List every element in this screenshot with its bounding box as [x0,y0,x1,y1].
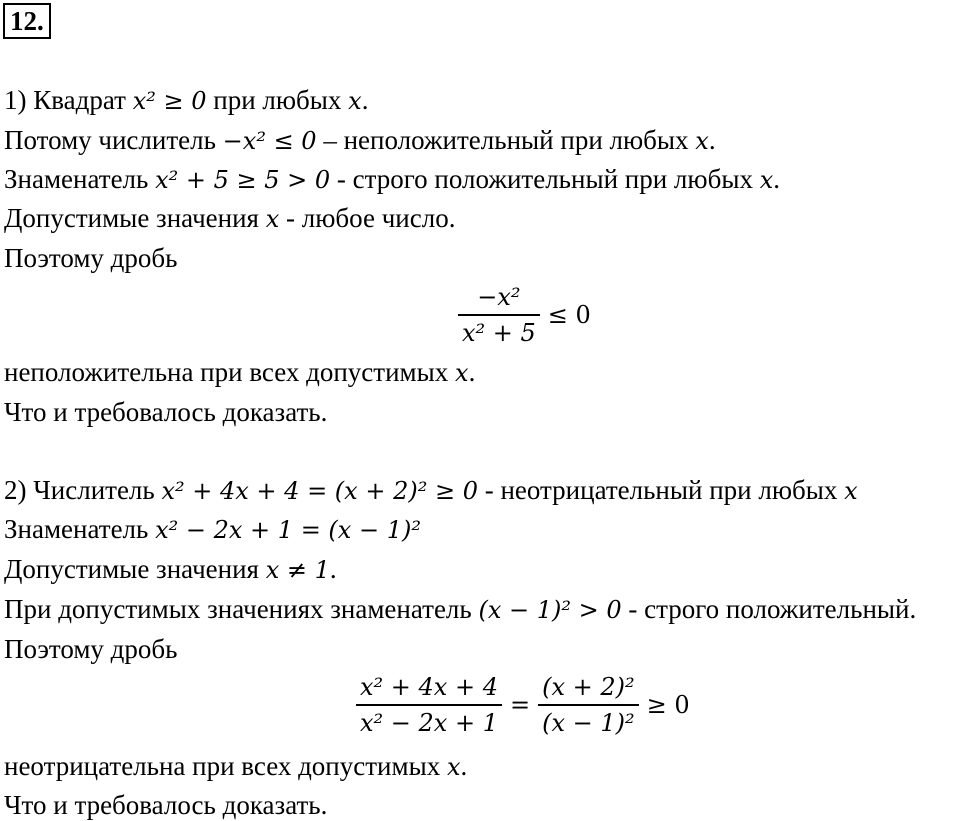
part2-line6: неотрицательна при всех допустимых x. [4,751,468,781]
fraction-numerator: −x² [477,283,521,311]
fraction-numerator: (x + 2)² [542,673,635,701]
part1-line4: Допустимые значения x - любое число. [4,203,456,233]
math-expression: x² − 2x + 1 = (x − 1)² [155,516,421,544]
math-expression: x ≠ 1 [265,556,330,584]
part2-line4: При допустимых значениях знаменатель (x − 1)² > 0 - строго положительный. [4,594,917,624]
fraction [458,280,540,350]
part1-line6: неположительна при всех допустимых x. [4,357,476,387]
part1-line3: Знаменатель x² + 5 ≥ 5 > 0 - строго положительный при любых x. [4,164,781,194]
part2-line3: Допустимые значения x ≠ 1. [4,554,337,584]
math-expression: x² ≥ 0 [132,87,207,115]
math-expression: −x² ≤ 0 [222,127,317,155]
part2-line5: Поэтому дробь [4,634,178,664]
math-expression: x² + 4x + 4 = (x + 2)² ≥ 0 [161,477,478,505]
math-expression: (x − 1)² > 0 [478,596,622,624]
math-expression: x² + 5 ≥ 5 > 0 [155,166,331,194]
part1-line2: Потому числитель −x² ≤ 0 – неположительный при любых x. [4,125,716,155]
part1-line1: 1) Квадрат x² ≥ 0 при любых x. [4,85,369,115]
part1-conclusion: Что и требовалось доказать. [4,397,328,427]
fraction-numerator: x² + 4x + 4 [360,673,498,701]
fraction-denominator: x² − 2x + 1 [360,709,498,737]
relation: ≥ 0 [646,691,690,719]
part2-fraction-formula [352,670,694,740]
part2-line1: 2) Числитель x² + 4x + 4 = (x + 2)² ≥ 0 - неотрицательный при любых x [4,475,858,505]
part1-fraction-formula [454,280,595,350]
equals-sign: = [509,691,531,719]
fraction-denominator: x² + 5 [462,319,536,347]
part2-conclusion: Что и требовалось доказать. [4,790,328,820]
fraction-denominator: (x − 1)² [542,709,635,737]
part2-line2: Знаменатель x² − 2x + 1 = (x − 1)² [4,514,421,544]
relation: ≤ 0 [547,301,591,329]
problem-number: 12. [3,3,51,39]
part1-line5: Поэтому дробь [4,243,178,273]
fraction-left [356,670,502,740]
fraction-right [538,670,639,740]
